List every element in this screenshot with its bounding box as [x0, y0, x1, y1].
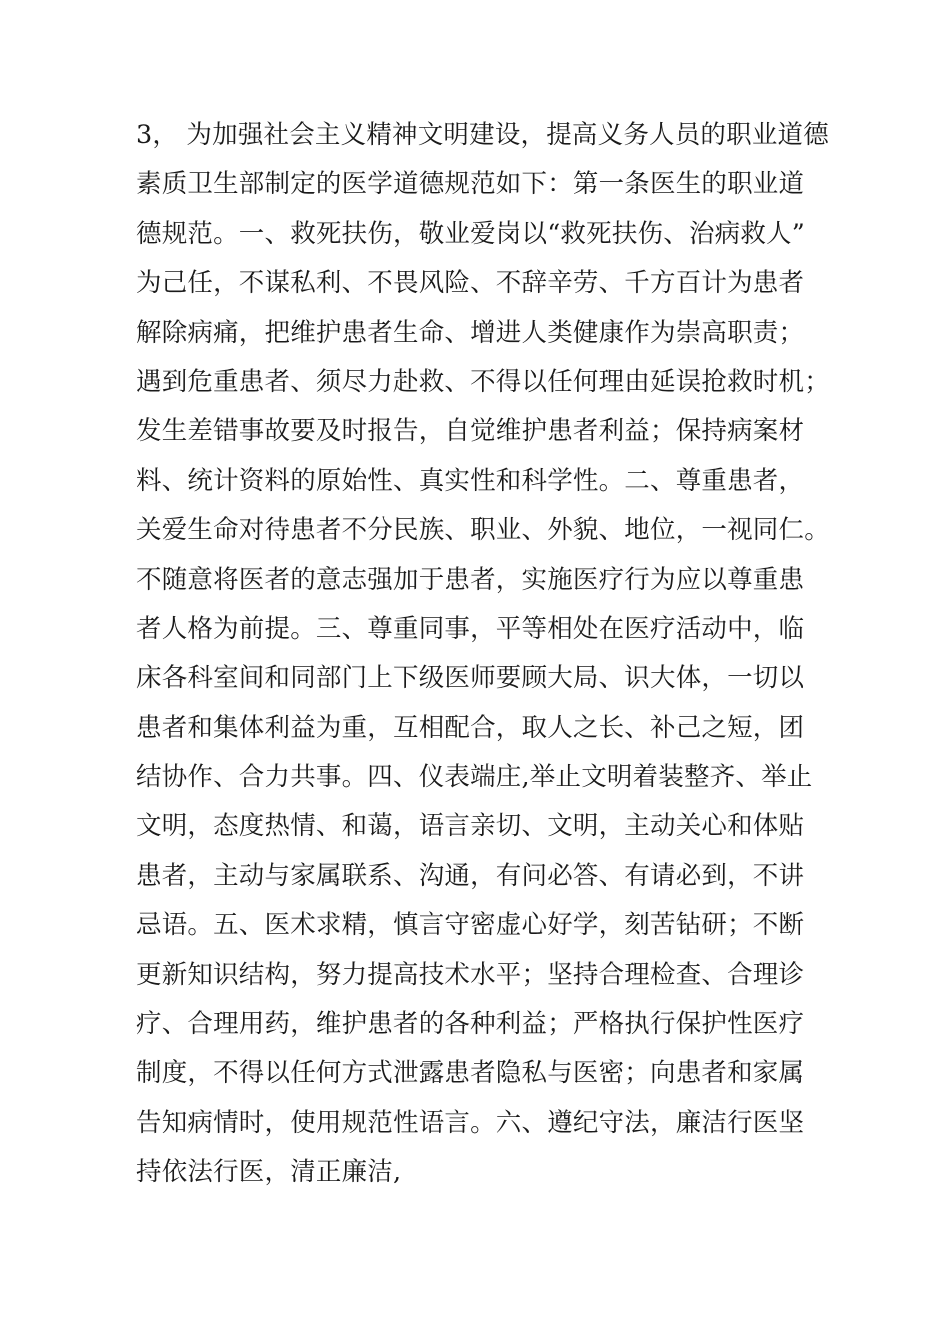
text-line: 解除病痛，把维护患者生命、增进人类健康作为崇高职责； — [136, 317, 805, 348]
text-line: 持依法行医，清正廉洁, — [136, 1157, 402, 1188]
text-line: 患者，主动与家属联系、沟通，有问必答、有请必到，不讲 — [136, 860, 805, 891]
text-line: 者人格为前提。三、尊重同事，平等相处在医疗活动中，临 — [136, 613, 805, 644]
body-paragraph — [136, 111, 830, 1198]
text-line: 忌语。五、医术求精，慎言守密虚心好学，刻苦钻研；不断 — [136, 910, 805, 941]
text-line: 3， 为加强社会主义精神文明建设，提高义务人员的职业道德 — [136, 120, 829, 150]
text-line: 料、统计资料的原始性、真实性和科学性。二、尊重患者， — [136, 465, 805, 496]
text-line: 结协作、合力共事。四、仪表端庄,举止文明着装整齐、举止 — [136, 762, 813, 793]
text-line: 床各科室间和同部门上下级医师要顾大局、识大体，一切以 — [136, 663, 805, 694]
text-line: 制度，不得以任何方式泄露患者隐私与医密；向患者和家属 — [136, 1058, 805, 1089]
text-line: 遇到危重患者、须尽力赴救、不得以任何理由延误抢救时机； — [136, 366, 830, 397]
text-line: 疗、合理用药，维护患者的各种利益；严格执行保护性医疗 — [136, 1009, 805, 1040]
text-line: 不随意将医者的意志强加于患者，实施医疗行为应以尊重患 — [136, 564, 805, 595]
text-line: 发生差错事故要及时报告，自觉维护患者利益；保持病案材 — [136, 416, 805, 447]
text-line: 更新知识结构，努力提高技术水平；坚持合理检查、合理诊 — [136, 959, 805, 990]
text-line: 文明，态度热情、和蔼，语言亲切、文明，主动关心和体贴 — [136, 811, 805, 842]
text-line: 为己任，不谋私利、不畏风险、不辞辛劳、千方百计为患者 — [136, 268, 805, 299]
text-line: 德规范。一、救死扶伤，敬业爱岗以“救死扶伤、治病救人” — [136, 218, 805, 249]
text-line: 关爱生命对待患者不分民族、职业、外貌、地位，一视同仁。 — [136, 515, 830, 546]
text-line: 素质卫生部制定的医学道德规范如下：第一条医生的职业道 — [136, 169, 805, 200]
text-line: 患者和集体利益为重，互相配合，取人之长、补己之短，团 — [136, 712, 805, 743]
text-line: 告知病情时，使用规范性语言。六、遵纪守法，廉洁行医坚 — [136, 1107, 805, 1138]
